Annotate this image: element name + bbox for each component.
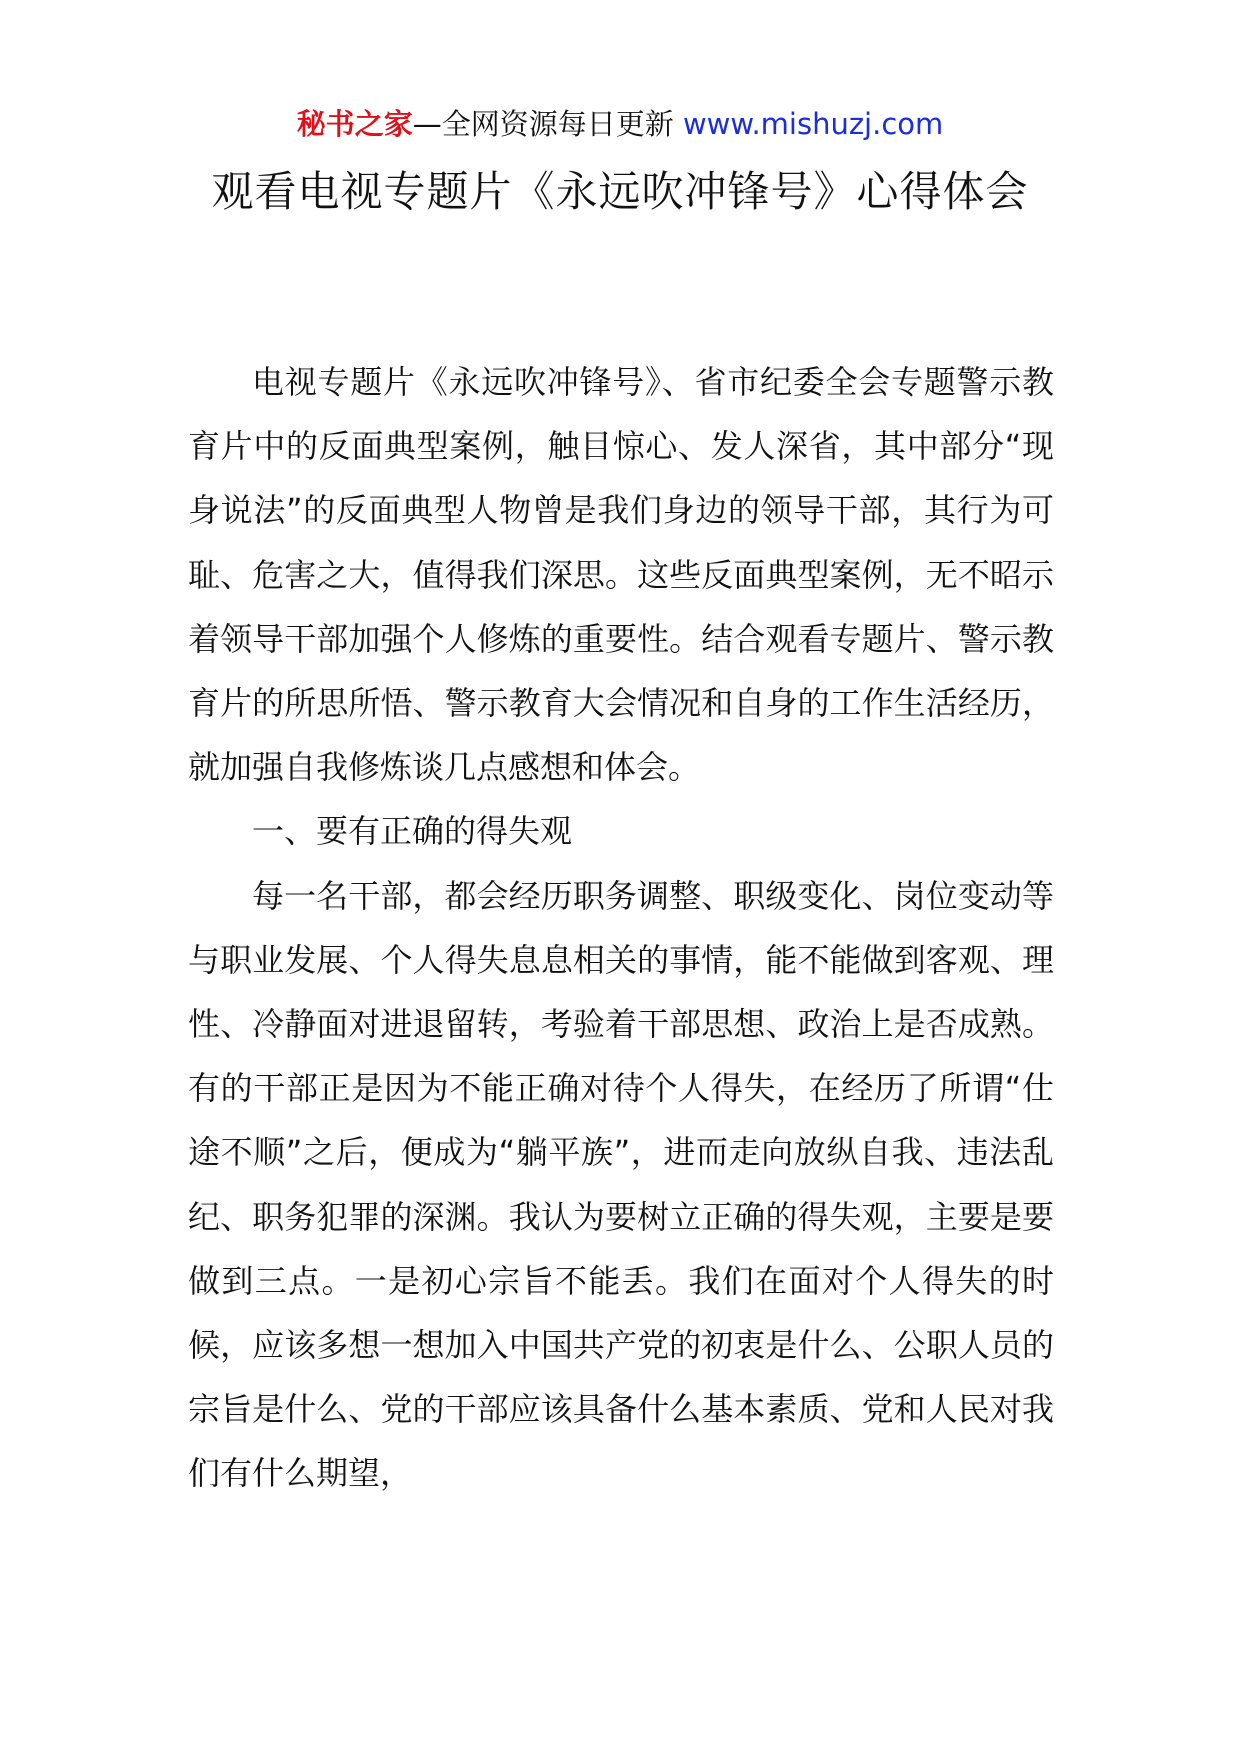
intro-paragraph: 电视专题片《永远吹冲锋号》、省市纪委全会专题警示教育片中的反面典型案例，触目惊心、发人深省，其中部分“现身说法”的反面典型人物曾是我们身边的领导干部，其行为可耻、危害之大，值得我们深思。这些反面典型案例，无不昭示着领导干部加强个人修炼的重要性。结合观看专题片、警示教育片的所思所悟、警示教育大会情况和自身的工作生活经历，就加强自我修炼谈几点感想和体会。 (188, 363, 1054, 787)
document-body (188, 350, 1054, 1506)
header-tagline: —全网资源每日更新 (412, 107, 683, 141)
section-paragraph: 每一名干部，都会经历职务调整、职级变化、岗位变动等与职业发展、个人得失息息相关的事情，能不能做到客观、理性、冷静面对进退留转，考验着干部思想、政治上是否成熟。有的干部正是因为不能正确对待个人得失，在经历了所谓“仕途不顺”之后，便成为“躺平族”，进而走向放纵自我、违法乱纪、职务犯罪的深渊。我认为要树立正确的得失观，主要是要做到三点。一是初心宗旨不能丢。我们在面对个人得失的时候，应该多想一想加入中国共产党的初衷是什么、公职人员的宗旨是什么、党的干部应该具备什么基本素质、党和人民对我们有什么期望， (188, 876, 1054, 1493)
site-header-banner (0, 100, 1240, 148)
brand-name: 秘书之家 (296, 107, 413, 141)
section-heading: 一、要有正确的得失观 (252, 812, 573, 851)
site-url-link[interactable]: www.mishuzj.com (682, 107, 944, 141)
document-title: 观看电视专题片《永远吹冲锋号》心得体会 (211, 167, 1029, 216)
